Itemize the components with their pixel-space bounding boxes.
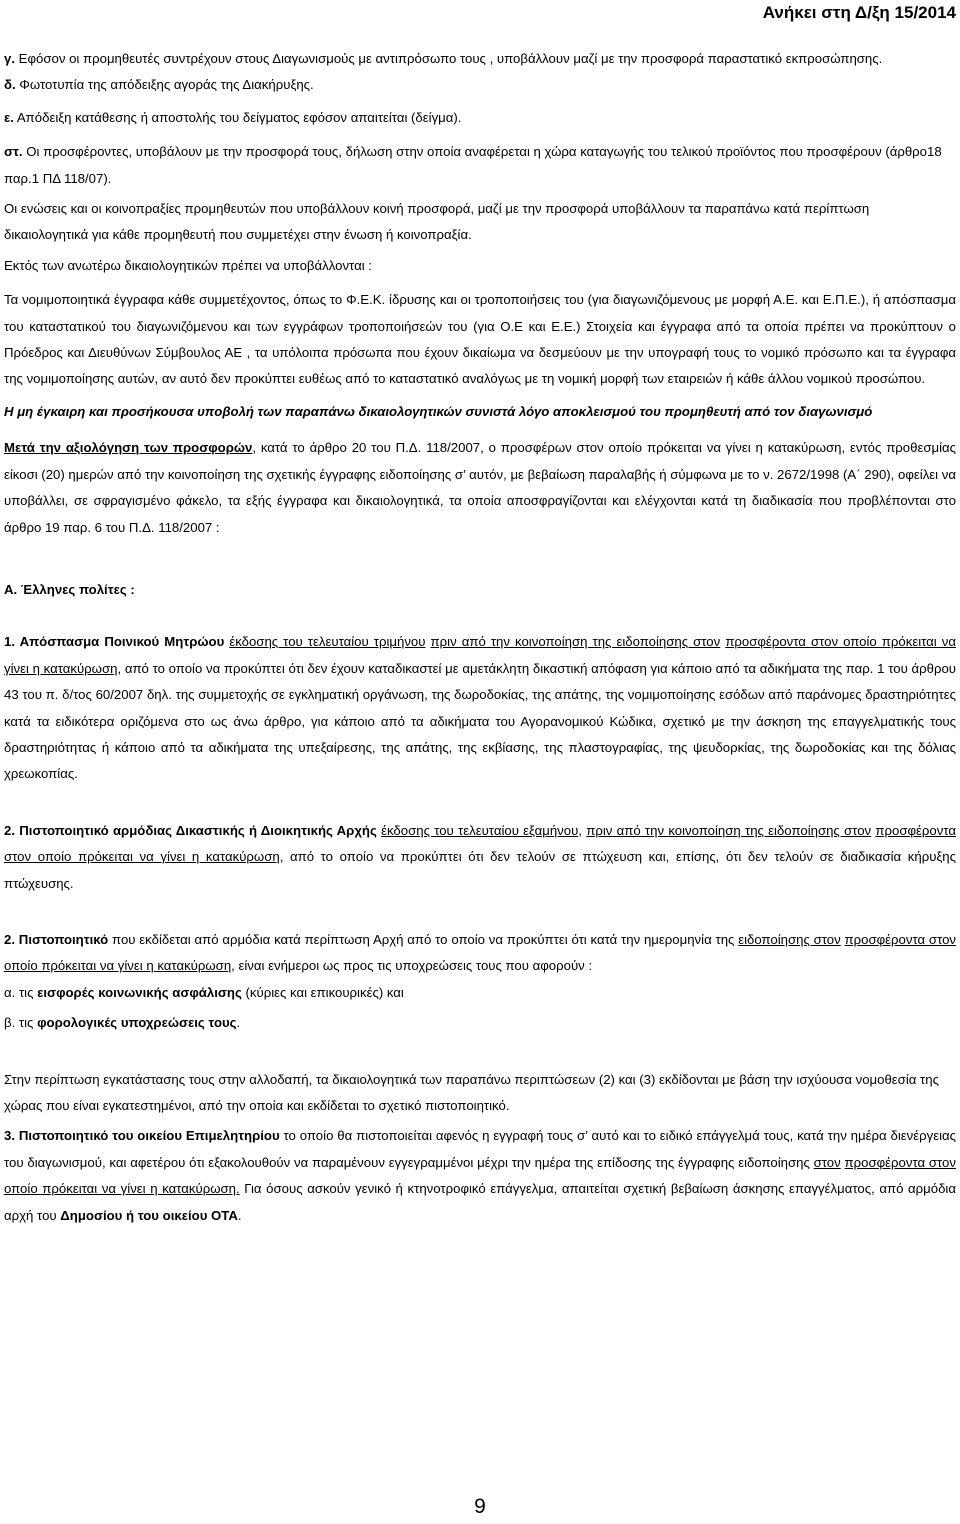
paragraph-besides: Εκτός των ανωτέρω δικαιολογητικών πρέπει να υποβάλλονται : (4, 257, 372, 273)
page-number: 9 (474, 1495, 486, 1518)
subitem-bold: φορολογικές υποχρεώσεις τους (37, 1015, 237, 1031)
item-text: , από το οποίο να προκύπτει ότι δεν τελούν σε πτώχευση και, επίσης, ότι δεν τελούν σε διαδικασία κήρυξης πτώχευσης. (4, 849, 956, 891)
underlined-text: προσφέροντα στον οποίο πρόκειται να γίνει η κατακύρωση (4, 822, 956, 865)
item-lead: 2. Πιστοποιητικό (4, 932, 109, 948)
underlined-text: έκδοσης του τελευταίου τριμήνου (229, 634, 426, 650)
item-text: , είναι ενήμεροι ως προς τις υποχρεώσεις τους που αφορούν : (231, 958, 593, 974)
item-lead: 3. Πιστοποιητικό του οικείου Επιμελητηρίου (4, 1128, 280, 1144)
document-body (4, 46, 956, 1229)
paragraph-text: Απόδειξη κατάθεσης ή αποστολής του δείγματος εφόσον απαιτείται (δείγμα). (13, 109, 462, 125)
item-bold: Δημοσίου ή του οικείου ΟΤΑ (60, 1207, 238, 1223)
paragraph-lead: Μετά την αξιολόγηση των προσφορών (4, 440, 253, 456)
item-2-subitem-b (4, 1010, 956, 1036)
item-text: που εκδίδεται από αρμόδια κατά περίπτωση Αρχή από το οποίο να προκύπτει ότι κατά την ημερομηνία της (108, 932, 739, 948)
item-text: το οποίο θα πιστοποιείται αφενός η εγγραφή τους σ’ αυτό και το ειδικό επάγγελμά τους, κατά την ημέρα διενέργειας του διαγωνισμού, και αφετέρου ότι εξακολουθούν να παραμένουν εγγεγραμμένοι μέχρι την ημέρα της επίδοσης της έγγραφης ειδοποίησης (4, 1128, 956, 1170)
subitem-lead: α. τις (4, 984, 38, 1000)
item-text: , από το οποίο να προκύπτει ότι δεν έχουν καταδικαστεί με αμετάκλητη δικαστική απόφαση για κάποιο από τα αδικήματα της παρ. 1 του άρθρου 43 του π. δ/τος 60/2007 δηλ. της συμμετοχής σε εγκληματική οργάνωση, της δωροδοκίας, της απάτης, της νομιμοποίησης εσόδων από παράνομες δραστηριότητες κατά τα ειδικότερα οριζόμενα στο ως άνω άρθρο, για κάποιο από τα αδικήματα του Αγορανομικού Κώδικα, σχετικό με την άσκηση της επαγγελματικής τους δραστηριότητας ή κάποιο από τα αδικήματα της υπεξαίρεσης, της απάτης, της εκβίασης, της πλαστογραφίας, της ψευδορκίας, της δωροδοκίας και της δόλιας χρεωκοπίας. (4, 660, 956, 782)
section-heading-a: Α. Έλληνες πολίτες : (4, 581, 135, 597)
underlined-text: προσφέροντα στον οποίο πρόκειται να γίνει η κατακύρωση (4, 932, 957, 974)
item-2-bankruptcy-certificate (4, 818, 956, 897)
page-header: Ανήκει στη Δ/ξη 15/2014 (762, 3, 956, 22)
paragraph-text: Εφόσον οι προμηθευτές συντρέχουν στους Διαγωνισμούς με αντιπρόσωπο τους , υποβάλλουν μαζί με την προσφορά παραστατικό εκπροσώπησης. (15, 51, 883, 66)
item-3-chamber-certificate (4, 1123, 956, 1229)
underlined-text: πριν από την κοινοποίηση της ειδοποίησης στον (586, 822, 872, 838)
paragraph-lead: στ. (4, 144, 23, 160)
subitem-lead: β. τις (4, 1015, 38, 1031)
item-text: . (237, 1207, 242, 1223)
item-2-compliance-certificate (4, 927, 956, 980)
paragraph-lead: ε. (4, 109, 14, 125)
paragraph-text: , κατά το άρθρο 20 του Π.Δ. 118/2007, ο προσφέρων στον οποίο πρόκειται να γίνει η κατακύρωση, εντός προθεσμίας είκοσι (20) ημερών από την κοινοποίηση της σχετικής έγγραφης ειδοποίησης σ’ αυτόν, με βεβαίωση παραλαβής ή σύμφωνα με το ν. 2672/1998 (Α΄ 290), οφείλει να υποβάλλει, σε σφραγισμένο φάκελο, τα εξής έγγραφα και δικαιολογητικά, τα οποία αποσφραγίζονται και ελέγχονται κατά τη διαδικασία που προβλέπονται στο άρθρο 19 παρ. 6 του Π.Δ. 118/2007 : (4, 440, 956, 535)
underlined-text: έκδοσης του τελευταίου εξαμήνου, (381, 822, 582, 838)
item-2-subitem-a (4, 980, 956, 1006)
paragraph-lead: δ. (4, 77, 16, 93)
paragraph-d (4, 72, 956, 98)
paragraph-warning: Η μη έγκαιρη και προσήκουσα υποβολή των παραπάνω δικαιολογητικών συνιστά λόγο αποκλεισμού του προμηθευτή από τον διαγωνισμό (4, 403, 873, 419)
underlined-text: στον (813, 1154, 841, 1170)
underlined-text: προσφέροντα στον οποίο πρόκειται να γίνει η κατακύρωση. (4, 1154, 956, 1197)
paragraph-joint-ventures: Οι ενώσεις και οι κοινοπραξίες προμηθευτών που υποβάλλουν κοινή προσφορά, μαζί με την προσφορά υποβάλλουν τα παραπάνω κατά περίπτωση δικαιολογητικά για κάθε προμηθευτή που συμμετέχει στην ένωση ή κοινοπραξία. (4, 201, 870, 243)
item-1-criminal-record (4, 629, 956, 787)
underlined-text: προσφέροντα στον οποίο πρόκειται να γίνει η κατακύρωση (4, 634, 956, 676)
paragraph-text: Φωτοτυπία της απόδειξης αγοράς της Διακήρυξης. (15, 77, 314, 93)
paragraph-abroad: Στην περίπτωση εγκατάστασης τους στην αλλοδαπή, τα δικαιολογητικά των παραπάνω περιπτώσεων (2) και (3) εκδίδονται με βάση την ισχύουσα νομοθεσία της χώρας που είναι εγκατεστημένοι, από την οποία και εκδίδεται το σχετικό πιστοποιητικό. (4, 1071, 939, 1114)
underlined-text: ειδοποίησης στον (738, 932, 841, 948)
subitem-text: . (236, 1015, 241, 1031)
underlined-text: πριν από την κοινοποίηση της ειδοποίησης στον (430, 634, 721, 650)
item-lead: 2. Πιστοποιητικό αρμόδιας Δικαστικής ή Διοικητικής Αρχής (4, 822, 377, 838)
paragraph-after-evaluation (4, 435, 956, 541)
paragraph-lead: γ. (4, 51, 15, 66)
paragraph-st (4, 139, 956, 192)
paragraph-text: Οι προσφέροντες, υποβάλουν με την προσφορά τους, δήλωση στην οποία αναφέρεται η χώρα καταγωγής του τελικού προϊόντος που προσφέρουν (άρθρο18 παρ.1 ΠΔ 118/07). (4, 144, 942, 186)
paragraph-g (4, 46, 956, 72)
subitem-bold: εισφορές κοινωνικής ασφάλισης (37, 984, 242, 1000)
paragraph-e (4, 105, 956, 131)
item-text: Για όσους ασκούν γενικό ή κτηνοτροφικό επάγγελμα, απαιτείται σχετική βεβαίωση άσκησης επαγγέλματος, από αρμόδια αρχή του (4, 1181, 956, 1223)
subitem-text: (κύριες και επικουρικές) και (241, 984, 404, 1000)
paragraph-legal-documents: Τα νομιμοποιητικά έγγραφα κάθε συμμετέχοντος, όπως το Φ.Ε.Κ. ίδρυσης και οι τροποποιήσεις του (για διαγωνιζόμενους με μορφή Α.Ε. και Ε.Π.Ε.), ή απόσπασμα του καταστατικού του διαγωνιζόμενου και των εγγράφων τροποποιήσεών του (για Ο.Ε και Ε.Ε.) Στοιχεία και έγγραφα από τα οποία πρέπει να προκύπτουν ο Πρόεδρος και Διευθύνων Σύμβουλος ΑΕ , τα υπόλοιπα πρόσωπα που έχουν δικαίωμα να δεσμεύουν με την υπογραφή τους το νομικό πρόσωπο και τα έγγραφα της νομιμοποίησης αυτών, αν αυτό δεν προκύπτει ευθέως από το καταστατικό αναλόγως με τη νομική μορφή των εταιρειών ή κάθε άλλου νομικού προσώπου. (4, 292, 956, 387)
item-lead: 1. Απόσπασμα Ποινικού Μητρώου (4, 634, 225, 650)
